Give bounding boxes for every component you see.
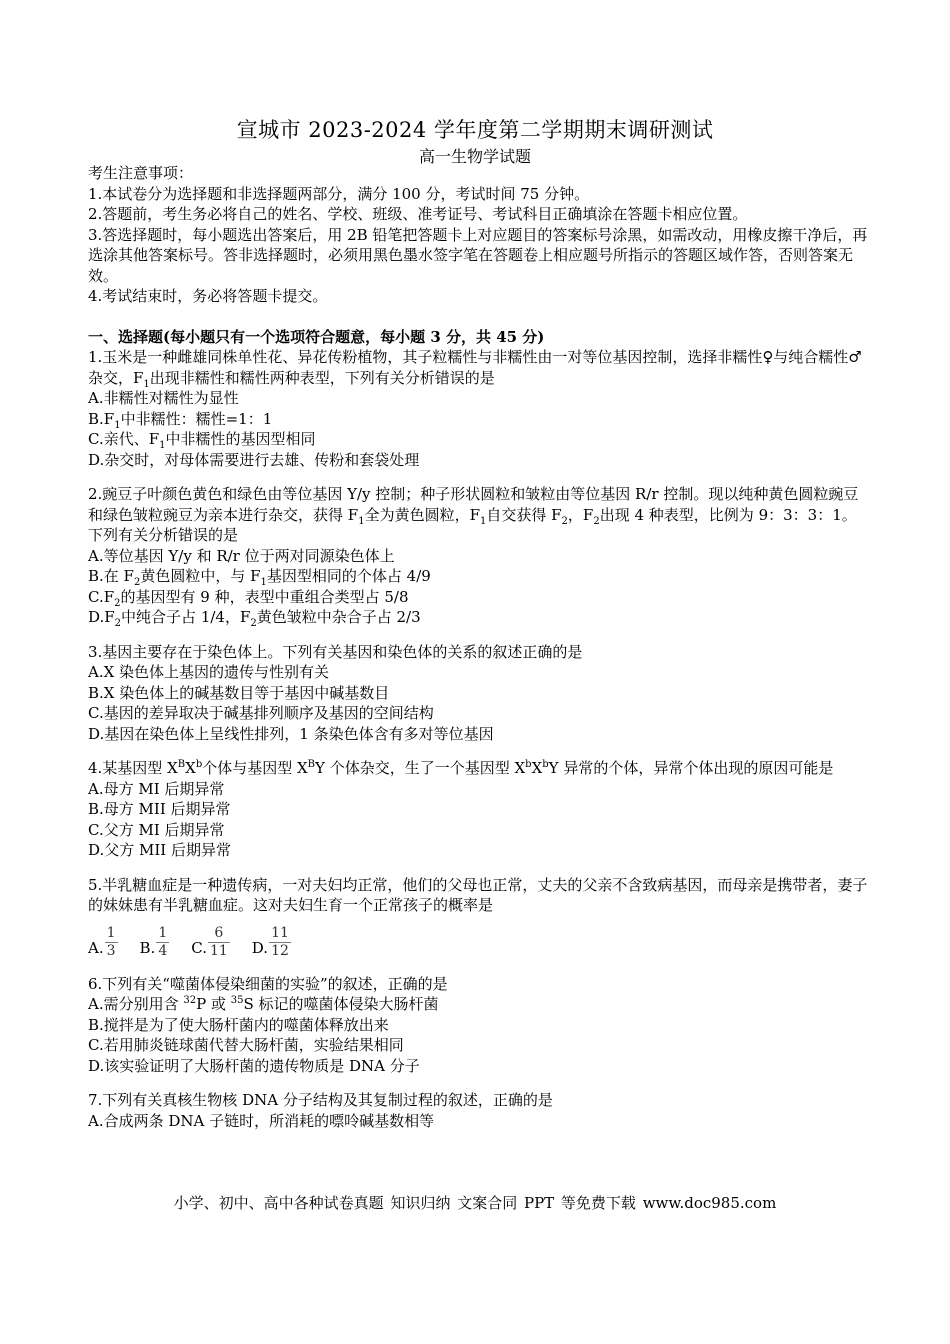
question-4-option-d: D.父方 MII 后期异常	[88, 841, 232, 859]
question-4-option-c: C.父方 MI 后期异常	[88, 820, 225, 839]
notice-item-3: 3.答选择题时，每小题选出答案后，用 2B 铅笔把答题卡上对应题目的答案标号涂黑，如需改动，用橡皮擦干净后，再选涂其他答案标号。答非选择题时，必须用黑色墨水签字笔在答题卷上相应题号所指示的答题区域作答，否则答案无效。	[88, 225, 868, 285]
exam-subtitle: 高一生物学试题	[418, 147, 531, 166]
question-2-option-a: A.等位基因 Y/y 和 R/r 位于两对同源染色体上	[88, 546, 395, 565]
question-2-option-d: $D.F_2$中纯合子占 1/4，$F_2$黄色皱粒中杂合子占 2/3	[88, 608, 421, 629]
question-4-option-a: A.母方 MI 后期异常	[88, 779, 225, 798]
question-6-stem: 6.下列有关“噬菌体侵染细菌的实验”的叙述，正确的是	[88, 974, 448, 993]
question-6-option-c: C.若用肺炎链球菌代替大肠杆菌，实验结果相同	[88, 1036, 404, 1054]
question-3-option-c: C.基因的差异取决于碱基排列顺序及基因的空间结构	[88, 704, 434, 722]
notice-item-2: 2.答题前，考生务必将自己的姓名、学校、班级、准考证号、考试科目正确填涂在答题卡相应位置。	[88, 205, 748, 223]
question-6-option-b: B.搅拌是为了使大肠杆菌内的噬菌体释放出来	[88, 1015, 389, 1034]
section-heading: 一、选择题(每小题只有一个选项符合题意，每小题 3 分，共 45 分)	[88, 327, 545, 346]
question-3-option-d: D.基因在染色体上呈线性排列，1 条染色体含有多对等位基因	[88, 724, 494, 743]
question-5-option-d: D. $\frac{11}{12}$	[251, 924, 289, 959]
question-3-stem: 3.基因主要存在于染色体上。下列有关基因和染色体的关系的叙述正确的是	[88, 642, 583, 661]
question-5-options	[88, 918, 868, 960]
question-6-option-d: D.该实验证明了大肠杆菌的遗传物质是 DNA 分子	[88, 1056, 420, 1075]
question-4-option-b: B.母方 MII 后期异常	[88, 800, 231, 818]
question-5-option-c: C. $\frac{6}{11}$	[191, 924, 228, 959]
question-1-option-a: A.非糯性对糯性为显性	[88, 389, 239, 407]
question-1-option-c: C.亲代、$F_1$中非糯性的基因型相同	[88, 430, 316, 451]
question-2-stem: 2.豌豆子叶颜色黄色和绿色由等位基因 Y/y 控制；种子形状圆粒和皱粒由等位基因 R/r 控制。现以纯种黄色圆粒豌豆和绿色皱粒豌豆为亲本进行杂交，获得 $F_1$全为黄色圆粒，$F_1$自交获得 $F_2$，$F_2$出现 4 种表型，比例为 9：3：3：1。下列有关分析错误的是	[88, 485, 859, 544]
question-2-option-b: B.在 $F_2$黄色圆粒中，与 $F_1$基因型相同的个体占 4/9	[88, 567, 431, 588]
page-footer: 小学、初中、高中各种试卷真题 知识归纳 文案合同 PPT 等免费下载 www.doc985.com	[173, 1194, 777, 1212]
question-7-option-a: A.合成两条 DNA 子链时，所消耗的嘌呤碱基数相等	[88, 1111, 435, 1130]
notice-heading: 考生注意事项：	[88, 164, 194, 182]
exam-content	[88, 163, 868, 1131]
question-1-option-d: D.杂交时，对母体需要进行去雄、传粉和套袋处理	[88, 450, 420, 469]
question-1-option-b: $B.F_1$中非糯性：糯性=1：1	[88, 409, 273, 431]
notice-item-4: 4.考试结束时，务必将答题卡提交。	[88, 287, 328, 305]
question-4-stem: 4.某基因型 $X^BX^b$个体与基因型 $X^BY$ 个体杂交，生了一个基因型 $X^bX^bY$ 异常的个体，异常个体出现的原因可能是	[88, 759, 834, 777]
question-5-stem: 5.半乳糖血症是一种遗传病，一对夫妇均正常，他们的父母也正常，丈夫的父亲不含致病基因，而母亲是携带者，妻子的妹妹患有半乳糖血症。这对夫妇生育一个正常孩子的概率是	[88, 875, 868, 914]
notice-item-1: 1.本试卷分为选择题和非选择题两部分，满分 100 分，考试时间 75 分钟。	[88, 184, 590, 203]
exam-title: 宣城市 2023-2024 学年度第二学期期末调研测试	[236, 118, 714, 142]
question-2-option-c: $C.F_2$的基因型有 9 种，表型中重组合类型占 5/8	[88, 587, 409, 609]
question-6-option-a: A.需分别用含 $^{32}$P 或 $^{35}$S 标记的噬菌体侵染大肠杆菌	[88, 995, 439, 1013]
question-7-stem: 7.下列有关真核生物核 DNA 分子结构及其复制过程的叙述，正确的是	[88, 1091, 553, 1109]
question-3-option-b: B.X 染色体上的碱基数目等于基因中碱基数目	[88, 683, 390, 702]
question-1-stem: 1.玉米是一种雌雄同株单性花、异花传粉植物，其子粒糯性与非糯性由一对等位基因控制，选择非糯性♀与纯合糯性♂杂交，$F_1$出现非糯性和糯性两种表型，下列有关分析错误的是	[88, 348, 862, 390]
question-5-option-a: A. $\frac{1}{3}$	[88, 924, 116, 959]
question-3-option-a: A.X 染色体上基因的遗传与性别有关	[88, 663, 330, 681]
question-5-option-b: B. $\frac{1}{4}$	[139, 924, 168, 959]
